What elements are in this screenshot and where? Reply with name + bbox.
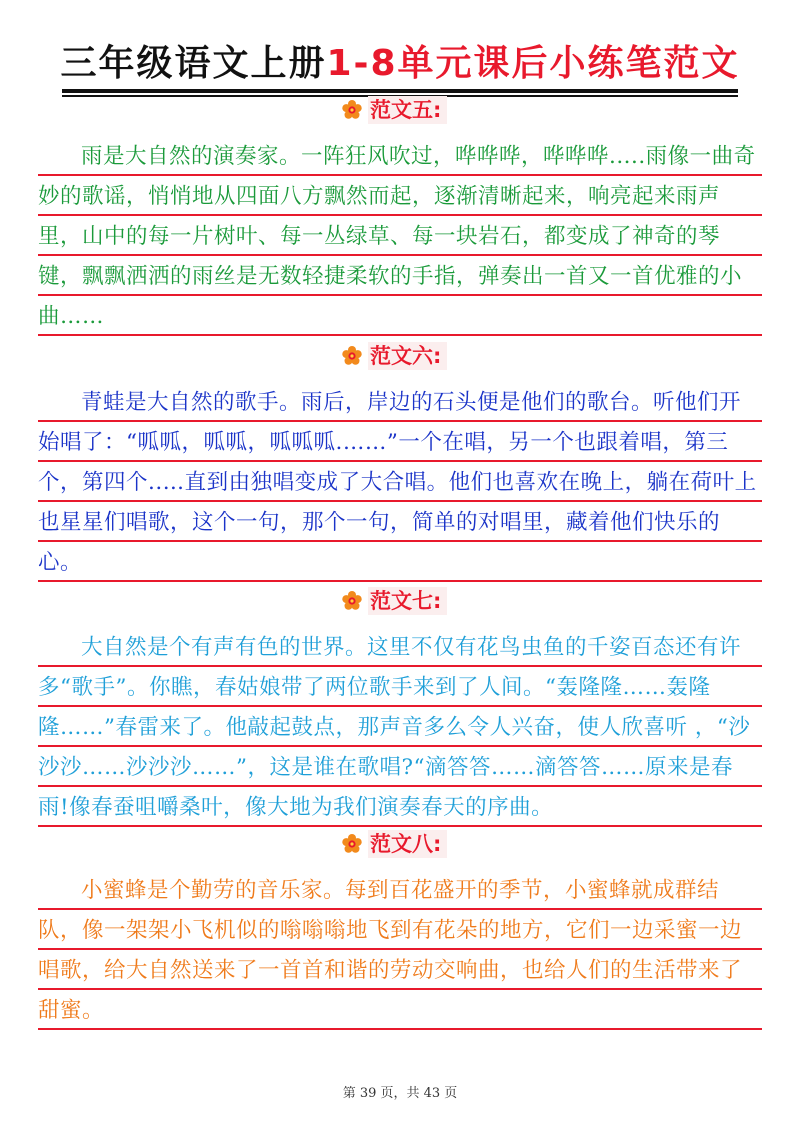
section-heading xyxy=(340,586,447,616)
section-label: 范文六: xyxy=(368,342,447,370)
essay-body xyxy=(38,137,762,337)
section-heading xyxy=(340,829,447,859)
essay-text: 青蛙是大自然的歌手。雨后，岸边的石头便是他们的歌台。听他们开始唱了：“呱呱，呱呱，呱呱呱.……”一个在唱，另一个也跟着唱，第三个，第四个..…直到由独唱变成了大合唱。他们也喜欢在晚上，躺在荷叶上也星星们唱歌，这个一句，那个一句，简单的对唱里，藏着他们快乐的心。 xyxy=(38,390,757,575)
section-heading xyxy=(340,341,447,371)
page-number: 第 39 页，共 43 页 xyxy=(342,1086,458,1101)
essay-text: 雨是大自然的演奏家。一阵狂风吹过，哗哗哗，哗哗哗.....雨像一曲奇妙的歌谣，悄悄地从四面八方飘然而起，逐渐清晰起来，响亮起来雨声里，山中的每一片树叶、每一丛绿草、每一块岩石，都变成了神奇的琴键，飘飘洒洒的雨丝是无数轻捷柔软的手指，弹奏出一首又一首优雅的小曲…… xyxy=(38,144,756,329)
page-title xyxy=(0,40,800,88)
flower-icon xyxy=(340,589,364,613)
section-label: 范文七: xyxy=(368,587,447,615)
section-label: 范文八: xyxy=(368,830,447,858)
title-underline-thick xyxy=(62,89,738,93)
flower-icon xyxy=(340,832,364,856)
flower-icon xyxy=(340,344,364,368)
essay-text: 小蜜蜂是个勤劳的音乐家。每到百花盛开的季节，小蜜蜂就成群结队，像一架架小飞机似的嗡嗡嗡地飞到有花朵的地方，它们一边采蜜一边唱歌，给大自然送来了一首首和谐的劳动交响曲，也给人们的生活带来了甜蜜。 xyxy=(38,878,743,1023)
page-title-grade: 三年级语文上册 xyxy=(60,43,327,84)
section-label: 范文五: xyxy=(368,96,447,124)
essay-body xyxy=(38,628,762,828)
page-title-subject: 1-8单元课后小练笔范文 xyxy=(326,43,740,84)
essay-body xyxy=(38,383,762,583)
flower-icon xyxy=(340,98,364,122)
essay-text: 大自然是个有声有色的世界。这里不仅有花鸟虫鱼的千姿百态还有许多“歌手”。你瞧，春姑娘带了两位歌手来到了人间。“轰隆隆……轰隆隆……”春雷来了。他敲起鼓点，那声音多么令人兴奋，使人欣喜听 ，“沙沙沙……沙沙沙……”，这是谁在歌唱?“滴答答……滴答答……原来是春雨!像春蚕咀嚼桑叶，像大地为我们演奏春天的序曲。 xyxy=(38,635,751,820)
essay-body xyxy=(38,871,762,1031)
section-heading xyxy=(340,95,447,125)
